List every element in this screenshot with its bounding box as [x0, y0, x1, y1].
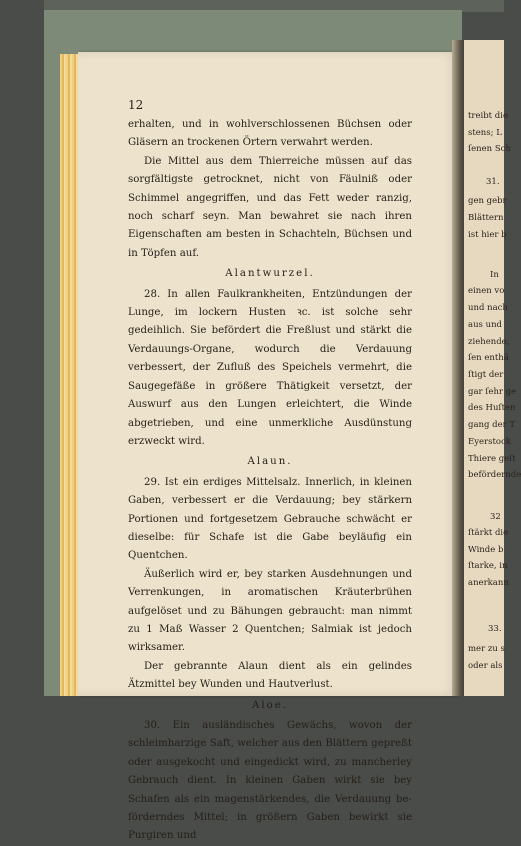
right-page-line: ziehende, — [468, 337, 510, 347]
right-page-line: ſtarke, in — [468, 561, 508, 571]
right-page-line: oder als — [468, 661, 503, 671]
paragraph: Die Mittel aus dem Thierreiche müssen auf das sorgfältigste getrocknet, nicht von Fäulniß oder Schimmel angegriffen, und das Fett weder ranzig, noch scharf seyn. Man bewahret sie nach ihren Eigenschaften am besten in Schachteln, Büchsen und in Töpfen auf. — [128, 155, 412, 259]
section-heading-alaun: Alaun. — [247, 456, 293, 468]
right-page-line: Winde b — [468, 545, 504, 555]
right-page-line: gar ſehr ge — [468, 387, 517, 397]
right-page-line: einen vo — [468, 286, 505, 296]
right-page-line: ist hier b — [468, 230, 507, 240]
right-page-line: und nach — [468, 303, 508, 313]
right-page-line: ſenen Sch — [468, 144, 511, 154]
right-page-line: ſtigt der — [468, 370, 504, 380]
paragraph: 29. Ist ein erdiges Mittelsalz. Innerlich, in kleinen Gaben, verbessert er die Verdauung; bey stärkern Portionen und fortgesetzem Gebrauche schwächt er dieselbe: für Schafe ist die Gabe beyläufig ein Quentchen. — [128, 476, 412, 562]
page-body — [128, 116, 412, 846]
right-page-line: 31. — [486, 177, 500, 187]
paragraph: 30. Ein ausländisches Gewächs, wovon der schleimharzige Saft, welcher aus den Blättern gepreßt oder ausgekocht und eingedickt wird, zu mancherley Gebrauch dient. In kleinen Gaben wirkt sie bey Schafen als ein magenstärkendes, die Verdauung beförderndes Mittel; in größern Gaben bewirkt sie Purgiren und — [128, 720, 412, 842]
right-page-line: treibt die — [468, 111, 508, 121]
section-heading-aloe: Aloe. — [251, 699, 289, 711]
right-page-line: stens; L — [468, 128, 502, 138]
right-page-line: gang der T — [468, 420, 516, 430]
right-page-line: mer zu s — [468, 644, 505, 654]
right-page-line: 33. — [488, 624, 502, 634]
page-number: 12 — [128, 98, 144, 112]
paragraph: Äußerlich wird er, bey starken Ausdehnungen und Verrenkungen, in aromatischen Kräuterbrühen aufgelöset und zu Bähungen gebraucht: man nimmt zu 1 Maß Wasser 2 Quentchen; Salmiak ist jedoch wirksamer. — [128, 568, 412, 654]
right-page-line: 32 — [490, 512, 501, 522]
right-page-line: ſen enthä — [468, 353, 509, 363]
paragraph: Der gebrannte Alaun dient als ein gelindes Ätzmittel bey Wunden und Hautverlust. — [128, 660, 412, 691]
right-page — [464, 40, 521, 696]
right-page-line: befördernde — [468, 470, 521, 480]
right-page-line: des Huſten — [468, 403, 516, 413]
right-page-line: anerkann — [468, 578, 509, 588]
paragraph: 28. In allen Faulkrankheiten, Entzündungen der Lunge, im lockern Husten ꝛc. ist solche sehr gedeihlich. Sie befördert die Freßlust und stärkt die Verdauungs-Organe, wodurch die Verdauung verbessert, der Zufluß des Speichels vermehrt, die Saugegefäße in größere Thätigkeit versetzt, der Auswurf aus den Lungen erleichtert, die Winde abgetrieben, und eine unmerkliche Ausdünstung erzweckt wird. — [128, 288, 412, 447]
right-page-line: aus und — [468, 320, 502, 330]
right-page-line: In — [490, 270, 499, 280]
paragraph: erhalten, und in wohlverschlossenen Büchsen oder Gläsern an trockenen Örtern verwahrt werden. — [128, 119, 412, 149]
right-page-line: gen gebr — [468, 196, 507, 206]
right-page-line: ſtärkt die — [468, 528, 509, 538]
right-page-line: Blättern — [468, 213, 504, 223]
right-page-line: Eyerstock — [468, 437, 511, 447]
section-heading-alantwurzel: Alantwurzel. — [225, 268, 315, 280]
right-page-line: Thiere geſt — [468, 454, 516, 464]
